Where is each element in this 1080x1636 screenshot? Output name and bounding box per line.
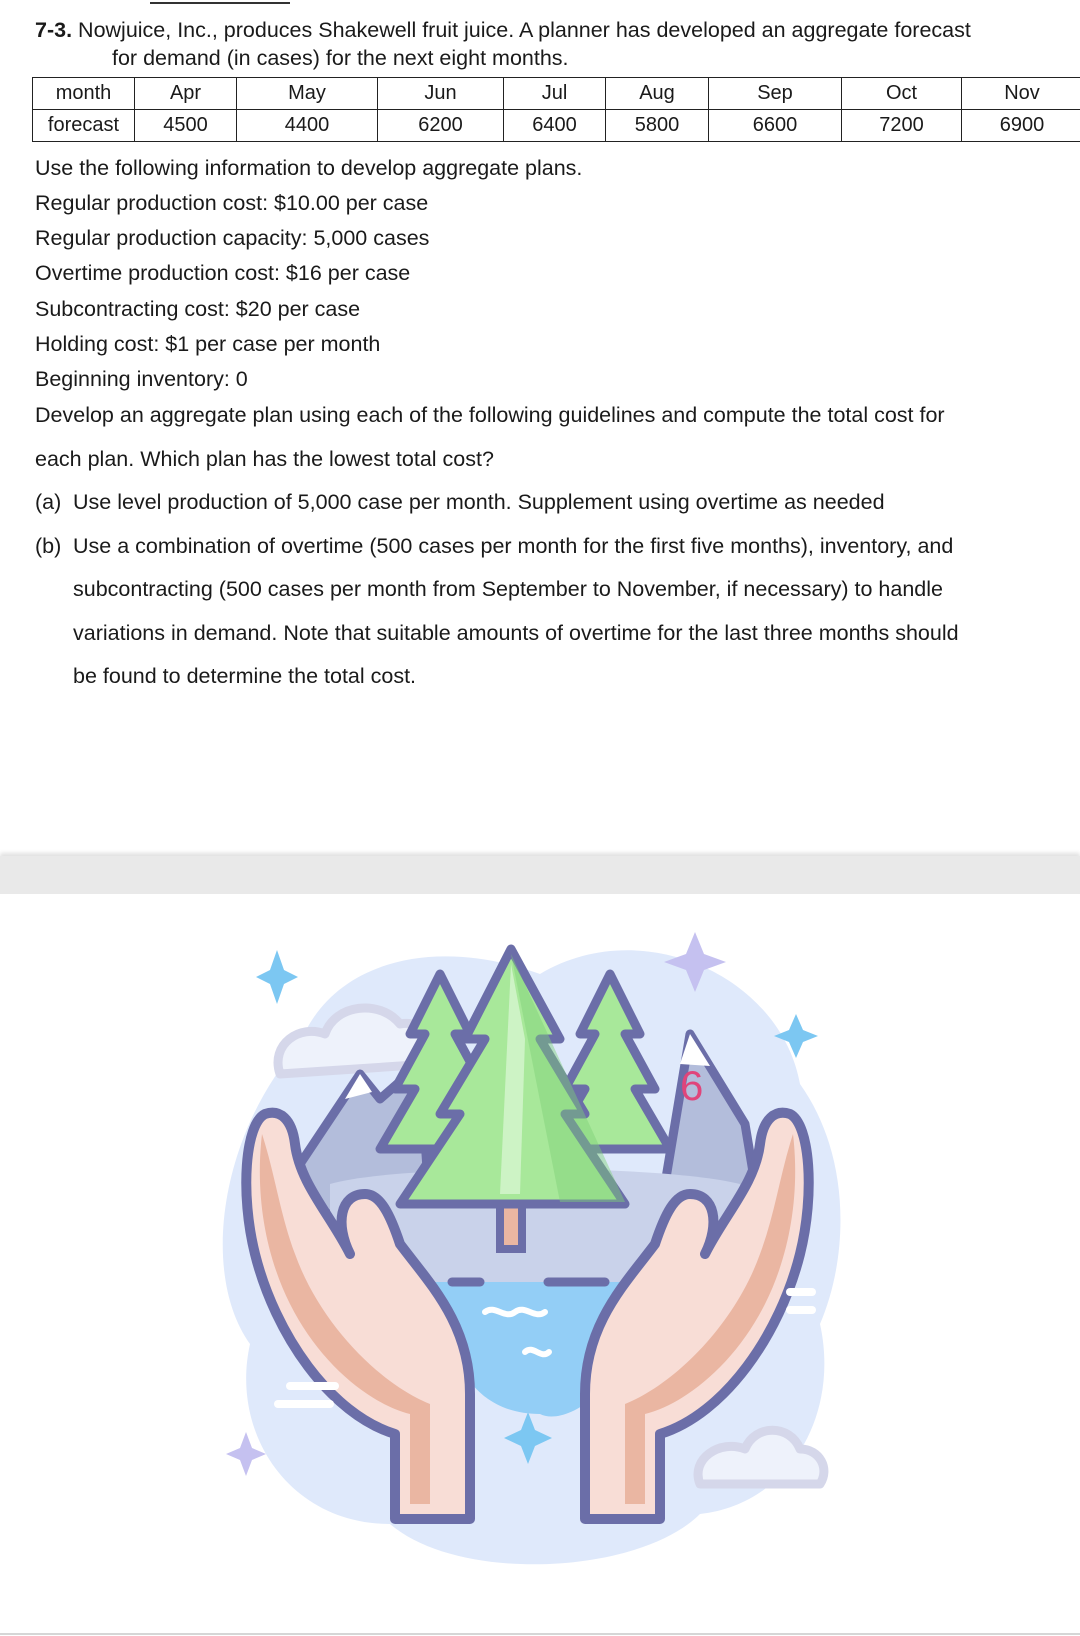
forecast-cell: 6900 bbox=[962, 110, 1080, 142]
month-cell: Sep bbox=[709, 78, 842, 110]
part-b-label: (b) bbox=[35, 534, 62, 558]
month-cell: Nov bbox=[962, 78, 1080, 110]
problem-number: 7-3. bbox=[35, 18, 73, 42]
forecast-table bbox=[32, 77, 1080, 142]
forecast-cell: 6400 bbox=[504, 110, 606, 142]
part-a-label: (a) bbox=[35, 490, 62, 514]
month-cell: May bbox=[237, 78, 378, 110]
forecast-cell: 7200 bbox=[842, 110, 962, 142]
info-regular-cost: Regular production cost: $10.00 per case bbox=[35, 191, 429, 215]
month-cell: Aug bbox=[606, 78, 709, 110]
info-subcontract-cost: Subcontracting cost: $20 per case bbox=[35, 297, 361, 321]
part-b-line2: subcontracting (500 cases per month from September to November, if necessary) to handle bbox=[73, 577, 943, 601]
info-lead: Use the following information to develop aggregate plans. bbox=[35, 156, 583, 180]
sparkle-blue-topleft bbox=[256, 950, 298, 1004]
problem-intro-line1: Nowjuice, Inc., produces Shakewell fruit juice. A planner has developed an aggregate forecast bbox=[72, 18, 971, 42]
part-b-line3: variations in demand. Note that suitable amounts of overtime for the last three months should bbox=[73, 621, 959, 645]
forecast-cell: 6200 bbox=[378, 110, 504, 142]
page-divider bbox=[0, 856, 1080, 894]
info-overtime-cost: Overtime production cost: $16 per case bbox=[35, 261, 411, 285]
part-b-line4: be found to determine the total cost. bbox=[73, 664, 417, 688]
forecast-cell: 5800 bbox=[606, 110, 709, 142]
month-cell: Oct bbox=[842, 78, 962, 110]
row-label-forecast: forecast bbox=[33, 110, 135, 142]
question-line1: Develop an aggregate plan using each of the following guidelines and compute the total cost for bbox=[35, 403, 945, 427]
month-cell: Jun bbox=[378, 78, 504, 110]
info-holding-cost: Holding cost: $1 per case per month bbox=[35, 332, 381, 356]
forecast-cell: 4500 bbox=[135, 110, 237, 142]
month-cell: Apr bbox=[135, 78, 237, 110]
table-row-month bbox=[33, 78, 1080, 110]
table-row-forecast bbox=[33, 110, 1080, 142]
problem-intro-line2: for demand (in cases) for the next eight months. bbox=[112, 46, 569, 70]
bottom-border bbox=[0, 1633, 1080, 1635]
row-label-month: month bbox=[33, 78, 135, 110]
badge-number: 6 bbox=[680, 1062, 704, 1109]
illustration-area bbox=[0, 894, 1080, 1636]
part-a-text: Use level production of 5,000 case per month. Supplement using overtime as needed bbox=[73, 490, 885, 514]
hands-holding-forest-icon bbox=[0, 894, 1080, 1636]
forecast-cell: 4400 bbox=[237, 110, 378, 142]
cropped-previous-text bbox=[150, 0, 290, 4]
month-cell: Jul bbox=[504, 78, 606, 110]
problem-title bbox=[35, 16, 971, 44]
info-regular-capacity: Regular production capacity: 5,000 cases bbox=[35, 226, 430, 250]
info-beginning-inventory: Beginning inventory: 0 bbox=[35, 367, 248, 391]
part-b-line1: Use a combination of overtime (500 cases per month for the first five months), inventory, and bbox=[73, 534, 954, 558]
forecast-cell: 6600 bbox=[709, 110, 842, 142]
question-line2: each plan. Which plan has the lowest total cost? bbox=[35, 447, 494, 471]
